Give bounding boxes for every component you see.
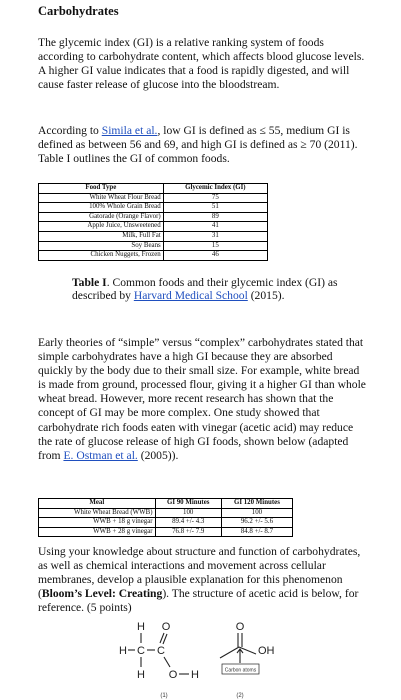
food-name: Milk, Full Fat <box>39 231 164 241</box>
table-row <box>39 231 268 241</box>
carbon-atoms-label: Carbon atoms <box>224 667 257 674</box>
gi-120-value: 100 <box>221 508 292 518</box>
simple-complex-paragraph <box>38 336 368 463</box>
meal-name: WWB + 18 g vinegar <box>39 518 156 528</box>
gi-120-value: 84.8 +/- 8.7 <box>221 527 292 537</box>
section-heading: Carbohydrates <box>38 4 119 18</box>
bond-c-o-single <box>164 657 170 667</box>
table-row <box>39 518 293 528</box>
question-paragraph <box>38 545 368 615</box>
food-name: Gatorade (Orange Flavor) <box>39 212 164 222</box>
caption-tail: (2015). <box>247 289 285 303</box>
table-row <box>39 212 268 222</box>
question-tail: ). The structure of acetic acid is below, for reference. (5 points) <box>38 587 359 615</box>
table-row <box>39 251 268 261</box>
food-name: 100% Whole Grain Bread <box>39 203 164 213</box>
table-row <box>39 527 293 537</box>
header-meal: Meal <box>39 499 156 509</box>
atom-h-hydroxyl: H <box>191 669 199 681</box>
atom-h-left: H <box>119 645 127 657</box>
structure-2-label: (2) <box>236 693 244 699</box>
gi-value: 15 <box>163 241 267 251</box>
acetic-acid-lewis-structure <box>118 618 210 700</box>
gi-value: 31 <box>163 231 267 241</box>
meal-name: White Wheat Bread (WWB) <box>39 508 156 518</box>
gi-value: 41 <box>163 222 267 232</box>
food-name: Soy Beans <box>39 241 164 251</box>
structure-1-label: (1) <box>160 693 168 699</box>
table-row <box>39 193 268 203</box>
food-name: Chicken Nuggets, Frozen <box>39 251 164 261</box>
table-header-row <box>39 499 293 509</box>
simple-complex-tail: (2005)). <box>137 448 179 462</box>
ostman-link[interactable]: E. Ostman et al. <box>63 448 138 462</box>
gi-foods-table <box>38 183 268 261</box>
gi-definition-paragraph <box>38 124 368 166</box>
table-header-row <box>39 184 268 194</box>
header-gi-120: GI 120 Minutes <box>221 499 292 509</box>
question-text: Using your knowledge about structure and function of carbohydrates, as well as chemical interactions and movement across cellular membranes, develop a plausible explanation for this phenomenon ( <box>38 545 361 601</box>
atom-o-carbonyl: O <box>235 621 245 633</box>
gi-definition-text-end: , low GI is defined as ≤ 55, medium GI is defined as between 56 and 69, and high GI is defined as ≥ 70 (2011). Table I outlines the GI of common foods. <box>38 124 358 166</box>
table-row <box>39 203 268 213</box>
atom-c-carboxyl: C <box>157 645 165 657</box>
harvard-link[interactable]: Harvard Medical School <box>133 289 248 303</box>
gi-value: 75 <box>163 193 267 203</box>
table-row <box>39 241 268 251</box>
gi-value: 89 <box>163 212 267 222</box>
gi-value: 46 <box>163 251 267 261</box>
simple-complex-text: Early theories of “simple” versus “complex” carbohydrates stated that simple carbohydrates have a high GI because they are absorbed quickly by the body due to their small size. For example, white bread is made from ground, processed flour, giving it a higher GI than whole wheat bread. However, more recent research has shown that the concept of GI may be more complex. One study showed that carbohydrate rich foods eaten with vinegar (acetic acid) may reduce the rate of glucose release of high GI foods, shown below (adapted from <box>38 336 366 462</box>
blooms-level: Bloom’s Level: Creating <box>41 587 163 601</box>
intro-paragraph: The glycemic index (GI) is a relative ranking system of foods according to carbohydrate content, which affects blood glucose levels. A higher GI value indicates that a food is rapidly digested, and will cause faster release of glucose into the bloodstream. <box>38 36 365 92</box>
atom-o-hydroxyl: O <box>168 669 178 681</box>
food-name: Apple Juice, Unsweetened <box>39 222 164 232</box>
caption-text: . Common foods and their glycemic index (GI) as described by <box>72 276 338 303</box>
bond-c-o-double-b <box>163 634 167 644</box>
gi-120-value: 96.2 +/- 5.6 <box>221 518 292 528</box>
acetic-acid-skeletal-structure <box>212 618 300 700</box>
atom-c-methyl: C <box>137 645 145 657</box>
gi-90-value: 100 <box>155 508 221 518</box>
gi-value: 51 <box>163 203 267 213</box>
food-name: White Wheat Flour Bread <box>39 193 164 203</box>
bond-methyl <box>220 647 239 658</box>
atom-h-bottom: H <box>137 669 145 681</box>
header-food-type: Food Type <box>39 184 164 194</box>
gi-90-value: 89.4 +/- 4.3 <box>155 518 221 528</box>
bond-c-o-double-a <box>160 633 164 643</box>
simila-link[interactable]: Simila et al. <box>101 124 158 137</box>
table-1-caption <box>72 276 352 302</box>
atom-oh: OH <box>258 645 275 657</box>
header-glycemic-index: Glycemic Index (GI) <box>163 184 267 194</box>
gi-definition-text-start: According to <box>38 124 102 137</box>
atom-h-top: H <box>137 621 145 633</box>
vinegar-gi-table <box>38 498 293 537</box>
atom-o-top: O <box>161 621 171 633</box>
table-row <box>39 222 268 232</box>
gi-90-value: 76.8 +/- 7.9 <box>155 527 221 537</box>
header-gi-90: GI 90 Minutes <box>155 499 221 509</box>
caption-label: Table I <box>72 276 107 289</box>
table-row <box>39 508 293 518</box>
meal-name: WWB + 28 g vinegar <box>39 527 156 537</box>
